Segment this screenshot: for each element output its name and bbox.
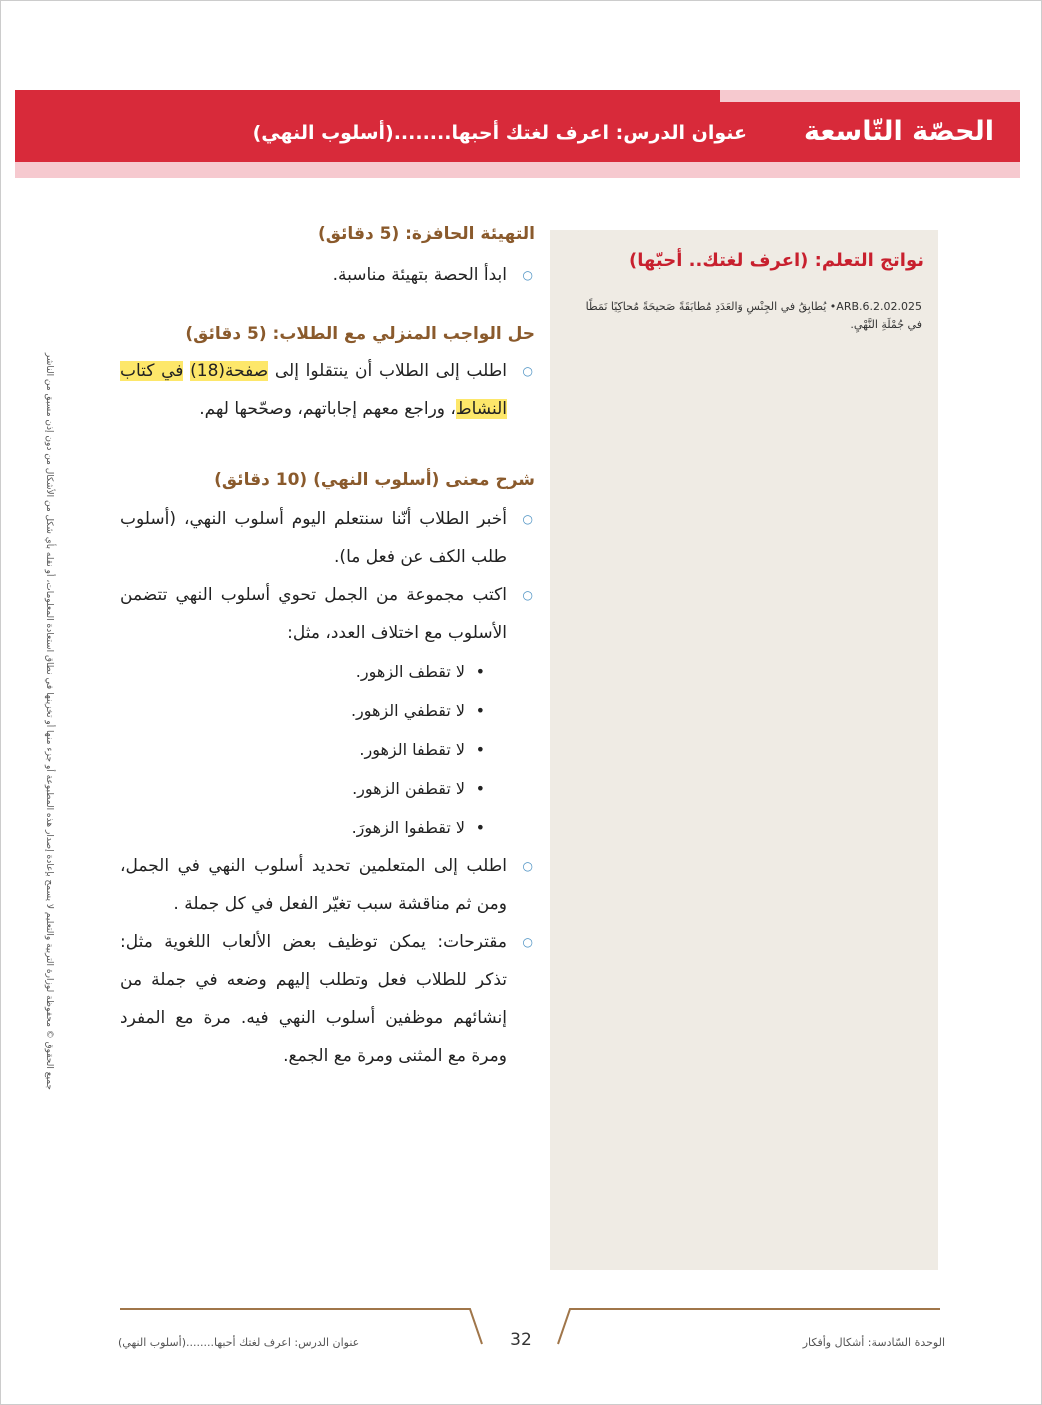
footer-unit-title: الوحدة السّادسة: أشكال وأفكار [802, 1336, 945, 1349]
highlight-activity-book: في كتاب النشاط [120, 361, 507, 419]
page-number: 32 [510, 1330, 532, 1350]
suggestions-bullet: ○ مقترحات: يمكن توظيف بعض الألعاب اللغوية مثل: تذكر للطلاب فعل وتطلب إليهم وضعه في جملة من إنشائهم موظفين أسلوب النهي فيه. مرة مع المفرد ومرة مع المثنى ومرة مع الجمع. [120, 923, 535, 1075]
warmup-bullet: ○ ابدأ الحصة بتهيئة مناسبة. [120, 256, 535, 294]
outcome-item: ARB.6.2.02.025• يُطابِقُ في الجِنْسِ وَالعَدَدِ مُطابَقَةً صَحيحَةً مُحاكِيًا نَمَطًا في جُمْلَةِ النَّهْيِ. [585, 300, 922, 331]
lesson-content [120, 224, 535, 1075]
learning-outcomes-panel [550, 230, 938, 1270]
session-title: الحصّة التّاسعة [804, 116, 994, 147]
highlight-page-ref: صفحة(18) [190, 361, 269, 381]
homework-bullet [120, 352, 535, 428]
explain-bullet-1: ○ أخبر الطلاب أنّنا سنتعلم اليوم أسلوب النهي، (أسلوب طلب الكف عن فعل ما). [120, 500, 535, 576]
warmup-title: التهيئة الحافزة: (5 دقائق) [317, 224, 535, 244]
example-item: • لا تقطفن الزهور. [120, 769, 535, 808]
outcomes-heading: نواتج التعلم: (اعرف لغتك.. أحبّها) [629, 250, 924, 271]
explain-bullet-3: ○ اطلب إلى المتعلمين تحديد أسلوب النهي في الجمل، ومن ثم مناقشة سبب تغيّر الفعل في كل جملة . [120, 847, 535, 923]
vertical-copyright: جميع الحقوق © محفوظة لوزارة التربية والتعليم لا يسمح بإعادة إصدار هذه المطبوعة أو جزء منها أو تخزينها في نطاق استعادة المعلومات، أو نقله بأي شكل من الأشكال من دون إذن مسبق من الناشر [44, 352, 54, 1090]
example-item: • لا تقطفوا الزهورَ. [120, 808, 535, 847]
footer-lesson-title: عنوان الدرس: اعرف لغتك أحبها........(أسلوب النهي) [118, 1336, 360, 1349]
explain-title: شرح معنى (أسلوب النهي) (10 دقائق) [214, 470, 535, 490]
explain-bullet-2: ○ اكتب مجموعة من الجمل تحوي أسلوب النهي تتضمن الأسلوب مع اختلاف العدد، مثل: [120, 576, 535, 652]
example-item: • لا تقطفي الزهور. [120, 691, 535, 730]
header-accent-notch [720, 90, 1020, 102]
homework-text-a: اطلب إلى الطلاب أن ينتقلوا إلى [268, 361, 507, 381]
homework-title: حل الواجب المنزلي مع الطلاب: (5 دقائق) [185, 324, 535, 344]
example-item: • لا تقطف الزهور. [120, 652, 535, 691]
example-item: • لا تقطفا الزهور. [120, 730, 535, 769]
homework-text-c: ، وراجع معهم إجاباتهم، وصحّحها لهم. [199, 399, 456, 419]
examples-list [120, 652, 535, 847]
lesson-title: عنوان الدرس: اعرف لغتك أحبها........(أسلوب النهي) [252, 122, 747, 144]
